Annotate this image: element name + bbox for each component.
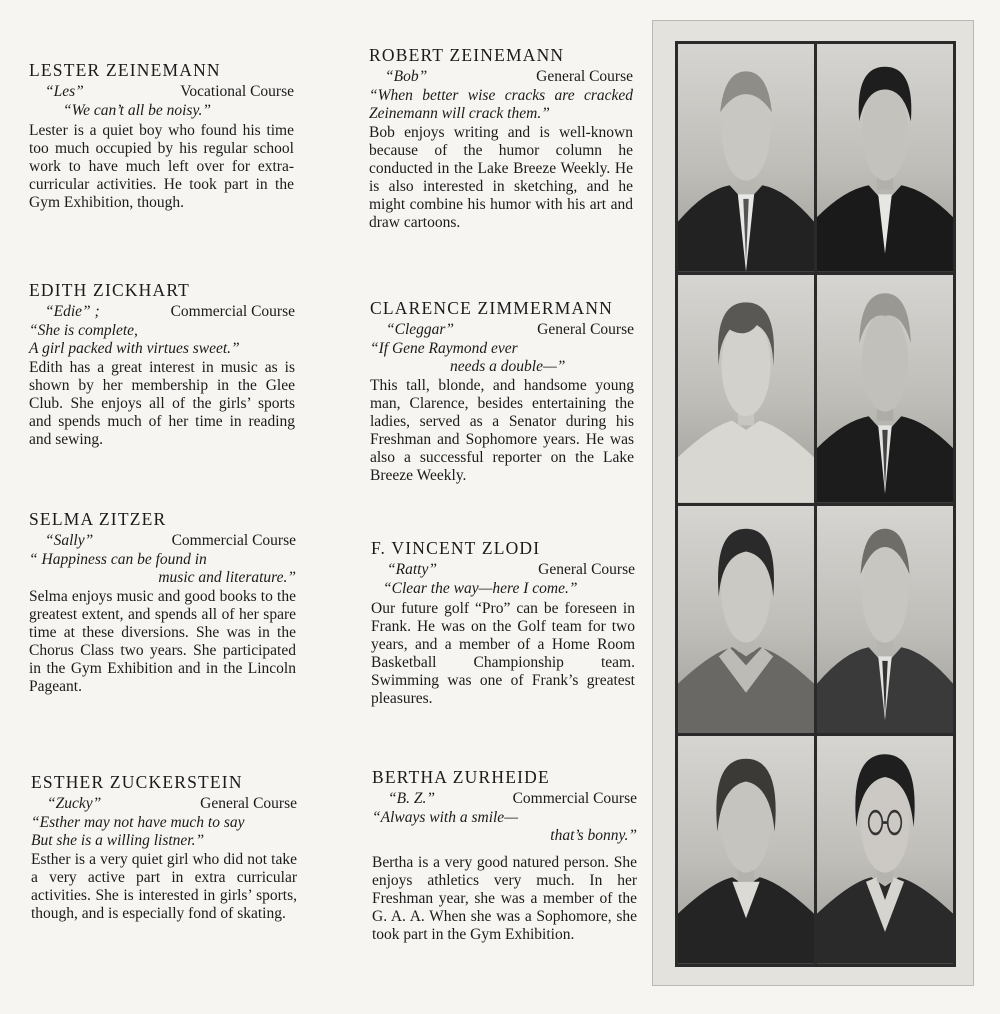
student-nickname: “Les” — [45, 83, 84, 100]
student-bio: Selma enjoys music and good books to the greatest extent, and spends all of her spare time at these diversions. She was in the Chorus Class two years. She participated in the Gym Exhibition and in the Lincoln Pageant. — [29, 588, 296, 695]
student-course: General Course — [538, 561, 635, 578]
photo-panel — [652, 20, 974, 986]
student-motto: “Esther may not have much to say But she is a willing listner.” — [31, 814, 245, 849]
student-bio: Bertha is a very good natured person. She enjoys athletics very much. In her Freshman year, she was a member of the G. A. A. When she was a Sophomore, she took part in the Gym Exhibition. — [372, 854, 637, 943]
student-name: CLARENCE ZIMMERMANN — [370, 298, 614, 318]
student-name: ROBERT ZEINEMANN — [369, 45, 565, 65]
student-bio: Our future golf “Pro” can be foreseen in Frank. He was on the Golf team for two years, and a member of a Home Room Basketball Championship team. Swimming was one of Frank’s greatest pleasures. — [371, 599, 635, 707]
entry-edith-zickhart — [29, 280, 295, 449]
student-nickname: “Ratty” — [387, 561, 437, 578]
student-course: Commercial Course — [512, 790, 637, 807]
portrait-male-icon — [817, 506, 953, 734]
student-course: General Course — [536, 68, 633, 85]
student-name: ESTHER ZUCKERSTEIN — [31, 772, 243, 792]
entry-selma-zitzer — [29, 509, 296, 696]
student-name: LESTER ZEINEMANN — [29, 60, 221, 80]
student-name: BERTHA ZURHEIDE — [372, 767, 550, 787]
student-course: Commercial Course — [171, 532, 296, 549]
student-course: General Course — [200, 795, 297, 812]
student-motto: “When better wise cracks are cracked Zeinemann will crack them.” — [369, 87, 633, 122]
student-course: Commercial Course — [170, 303, 295, 320]
student-bio: Bob enjoys writing and is well-known because of the humor column he conducted in the Lake Breeze Weekly. He is also interested in sketching, and he might combine his humor with his art and draw cartoons. — [369, 124, 633, 231]
photo-grid — [675, 41, 956, 967]
entry-clarence-zimmermann — [370, 298, 634, 485]
portrait-female-icon — [817, 736, 953, 964]
portrait-female-icon — [678, 736, 814, 964]
student-nickname: “Sally” — [45, 532, 94, 549]
student-bio: Esther is a very quiet girl who did not take a very active part in extra curricular activities. She is interested in girls’ sports, though, and is especially fond of skating. — [31, 851, 297, 922]
student-motto: “Clear the way—here I come.” — [383, 580, 578, 597]
student-bio: Lester is a quiet boy who found his time too much occupied by his regular school work to have much left over for extra-curricular activities. He took part in the Gym Exhibition, though. — [29, 121, 294, 211]
student-nickname: “Zucky” — [47, 795, 102, 812]
student-motto: “Always with a smile— that’s bonny.” — [372, 809, 637, 844]
entry-vincent-zlodi — [371, 538, 635, 708]
portrait-female-icon — [678, 275, 814, 503]
student-motto: “She is complete, A girl packed with virtues sweet.” — [29, 322, 240, 357]
entry-lester-zeinemann — [29, 60, 294, 212]
portrait-photo — [678, 736, 814, 964]
student-nickname: “B. Z.” — [388, 790, 435, 807]
student-name: SELMA ZITZER — [29, 509, 167, 529]
student-nickname: “Cleggar” — [386, 321, 455, 338]
student-course: General Course — [537, 321, 634, 338]
entry-robert-zeinemann — [369, 45, 633, 232]
student-motto: “We can’t all be noisy.” — [63, 102, 211, 119]
student-motto: “If Gene Raymond ever needs a double—” — [370, 340, 566, 375]
student-motto: “ Happiness can be found in music and literature.” — [29, 551, 296, 586]
portrait-photo — [817, 44, 953, 272]
entry-esther-zuckerstein — [31, 772, 297, 923]
portrait-photo — [678, 44, 814, 272]
student-bio: This tall, blonde, and handsome young man, Clarence, besides entertaining the ladies, served as a Senator during his Freshman and Sophomore years. He was also a successful reporter on the Lake Breeze Weekly. — [370, 377, 634, 484]
portrait-male-icon — [678, 44, 814, 272]
entry-bertha-zurheide — [372, 767, 637, 944]
student-name: EDITH ZICKHART — [29, 280, 191, 300]
student-nickname: “Edie” ; — [45, 303, 100, 320]
portrait-photo — [678, 506, 814, 734]
portrait-female-icon — [678, 506, 814, 734]
portrait-photo — [817, 506, 953, 734]
portrait-male-icon — [817, 44, 953, 272]
student-name: F. VINCENT ZLODI — [371, 538, 541, 558]
student-nickname: “Bob” — [385, 68, 428, 85]
portrait-photo — [817, 275, 953, 503]
student-course: Vocational Course — [180, 83, 294, 100]
student-bio: Edith has a great interest in music as is shown by her membership in the Glee Club. She enjoys all of the girls’ sports and spends much of her time in reading and sewing. — [29, 359, 295, 448]
portrait-photo — [817, 736, 953, 964]
portrait-male-icon — [817, 275, 953, 503]
portrait-photo — [678, 275, 814, 503]
